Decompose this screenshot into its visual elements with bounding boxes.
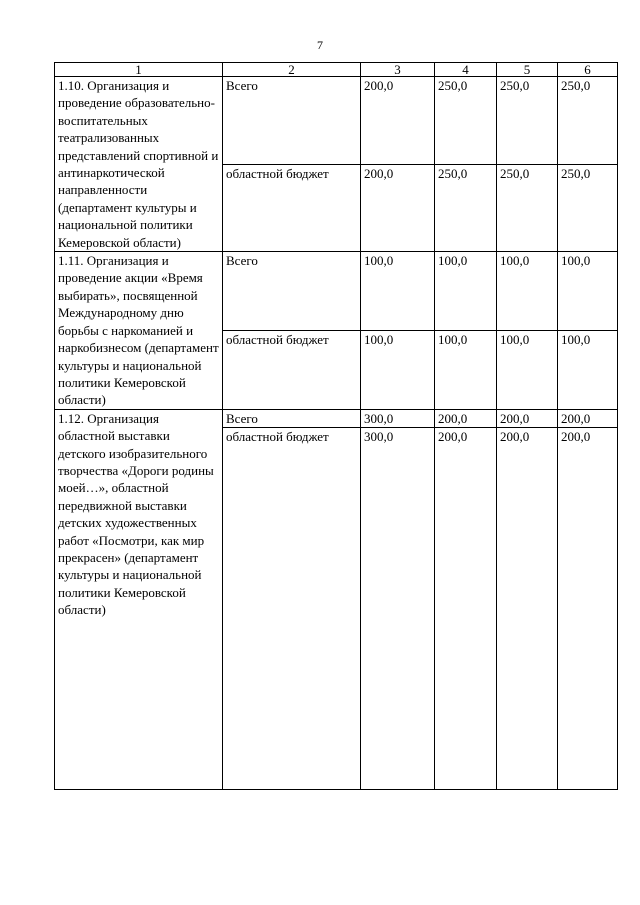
table-header-row xyxy=(55,63,618,77)
value-cell: 200,0 xyxy=(361,164,435,252)
measure-description: 1.10. Организация и проведение образовательно-воспитательных театрализованных представлений спортивной и антинаркотической направленности (департамент культуры и национальной политики Кемеровской области) xyxy=(55,77,223,252)
value-cell: 200,0 xyxy=(558,428,618,790)
funding-source: областной бюджет xyxy=(223,164,361,252)
value-cell: 100,0 xyxy=(361,330,435,409)
measure-description: 1.11. Организация и проведение акции «Время выбирать», посвященной Международному дню борьбы с наркоманией и наркобизнесом (департамент культуры и национальной политики Кемеровской области) xyxy=(55,252,223,410)
table-row xyxy=(55,77,618,165)
value-cell: 100,0 xyxy=(435,330,497,409)
value-cell: 200,0 xyxy=(435,409,497,427)
column-header: 6 xyxy=(558,63,618,77)
value-cell: 100,0 xyxy=(361,252,435,331)
value-cell: 250,0 xyxy=(558,77,618,165)
value-cell: 300,0 xyxy=(361,409,435,427)
value-cell: 200,0 xyxy=(497,409,558,427)
value-cell: 100,0 xyxy=(558,330,618,409)
value-cell: 100,0 xyxy=(558,252,618,331)
funding-source: Всего xyxy=(223,77,361,165)
funding-source: областной бюджет xyxy=(223,330,361,409)
table-row xyxy=(55,252,618,331)
value-cell: 250,0 xyxy=(435,77,497,165)
value-cell: 300,0 xyxy=(361,428,435,790)
column-header: 3 xyxy=(361,63,435,77)
page-number: 7 xyxy=(317,38,323,52)
value-cell: 100,0 xyxy=(497,252,558,331)
funding-source: областной бюджет xyxy=(223,428,361,790)
value-cell: 250,0 xyxy=(497,164,558,252)
funding-source: Всего xyxy=(223,409,361,427)
column-header: 4 xyxy=(435,63,497,77)
column-header: 1 xyxy=(55,63,223,77)
measure-description: 1.12. Организация областной выставки детского изобразительного творчества «Дороги родины моей…», областной передвижной выставки детских художественных работ «Посмотри, как мир прекрасен» (департамент культуры и национальной политики Кемеровской области) xyxy=(55,409,223,789)
value-cell: 250,0 xyxy=(435,164,497,252)
value-cell: 250,0 xyxy=(497,77,558,165)
table-row xyxy=(55,409,618,427)
value-cell: 200,0 xyxy=(361,77,435,165)
value-cell: 100,0 xyxy=(497,330,558,409)
value-cell: 200,0 xyxy=(497,428,558,790)
value-cell: 100,0 xyxy=(435,252,497,331)
column-header: 5 xyxy=(497,63,558,77)
value-cell: 200,0 xyxy=(435,428,497,790)
budget-table xyxy=(54,62,618,790)
column-header: 2 xyxy=(223,63,361,77)
funding-source: Всего xyxy=(223,252,361,331)
value-cell: 250,0 xyxy=(558,164,618,252)
value-cell: 200,0 xyxy=(558,409,618,427)
